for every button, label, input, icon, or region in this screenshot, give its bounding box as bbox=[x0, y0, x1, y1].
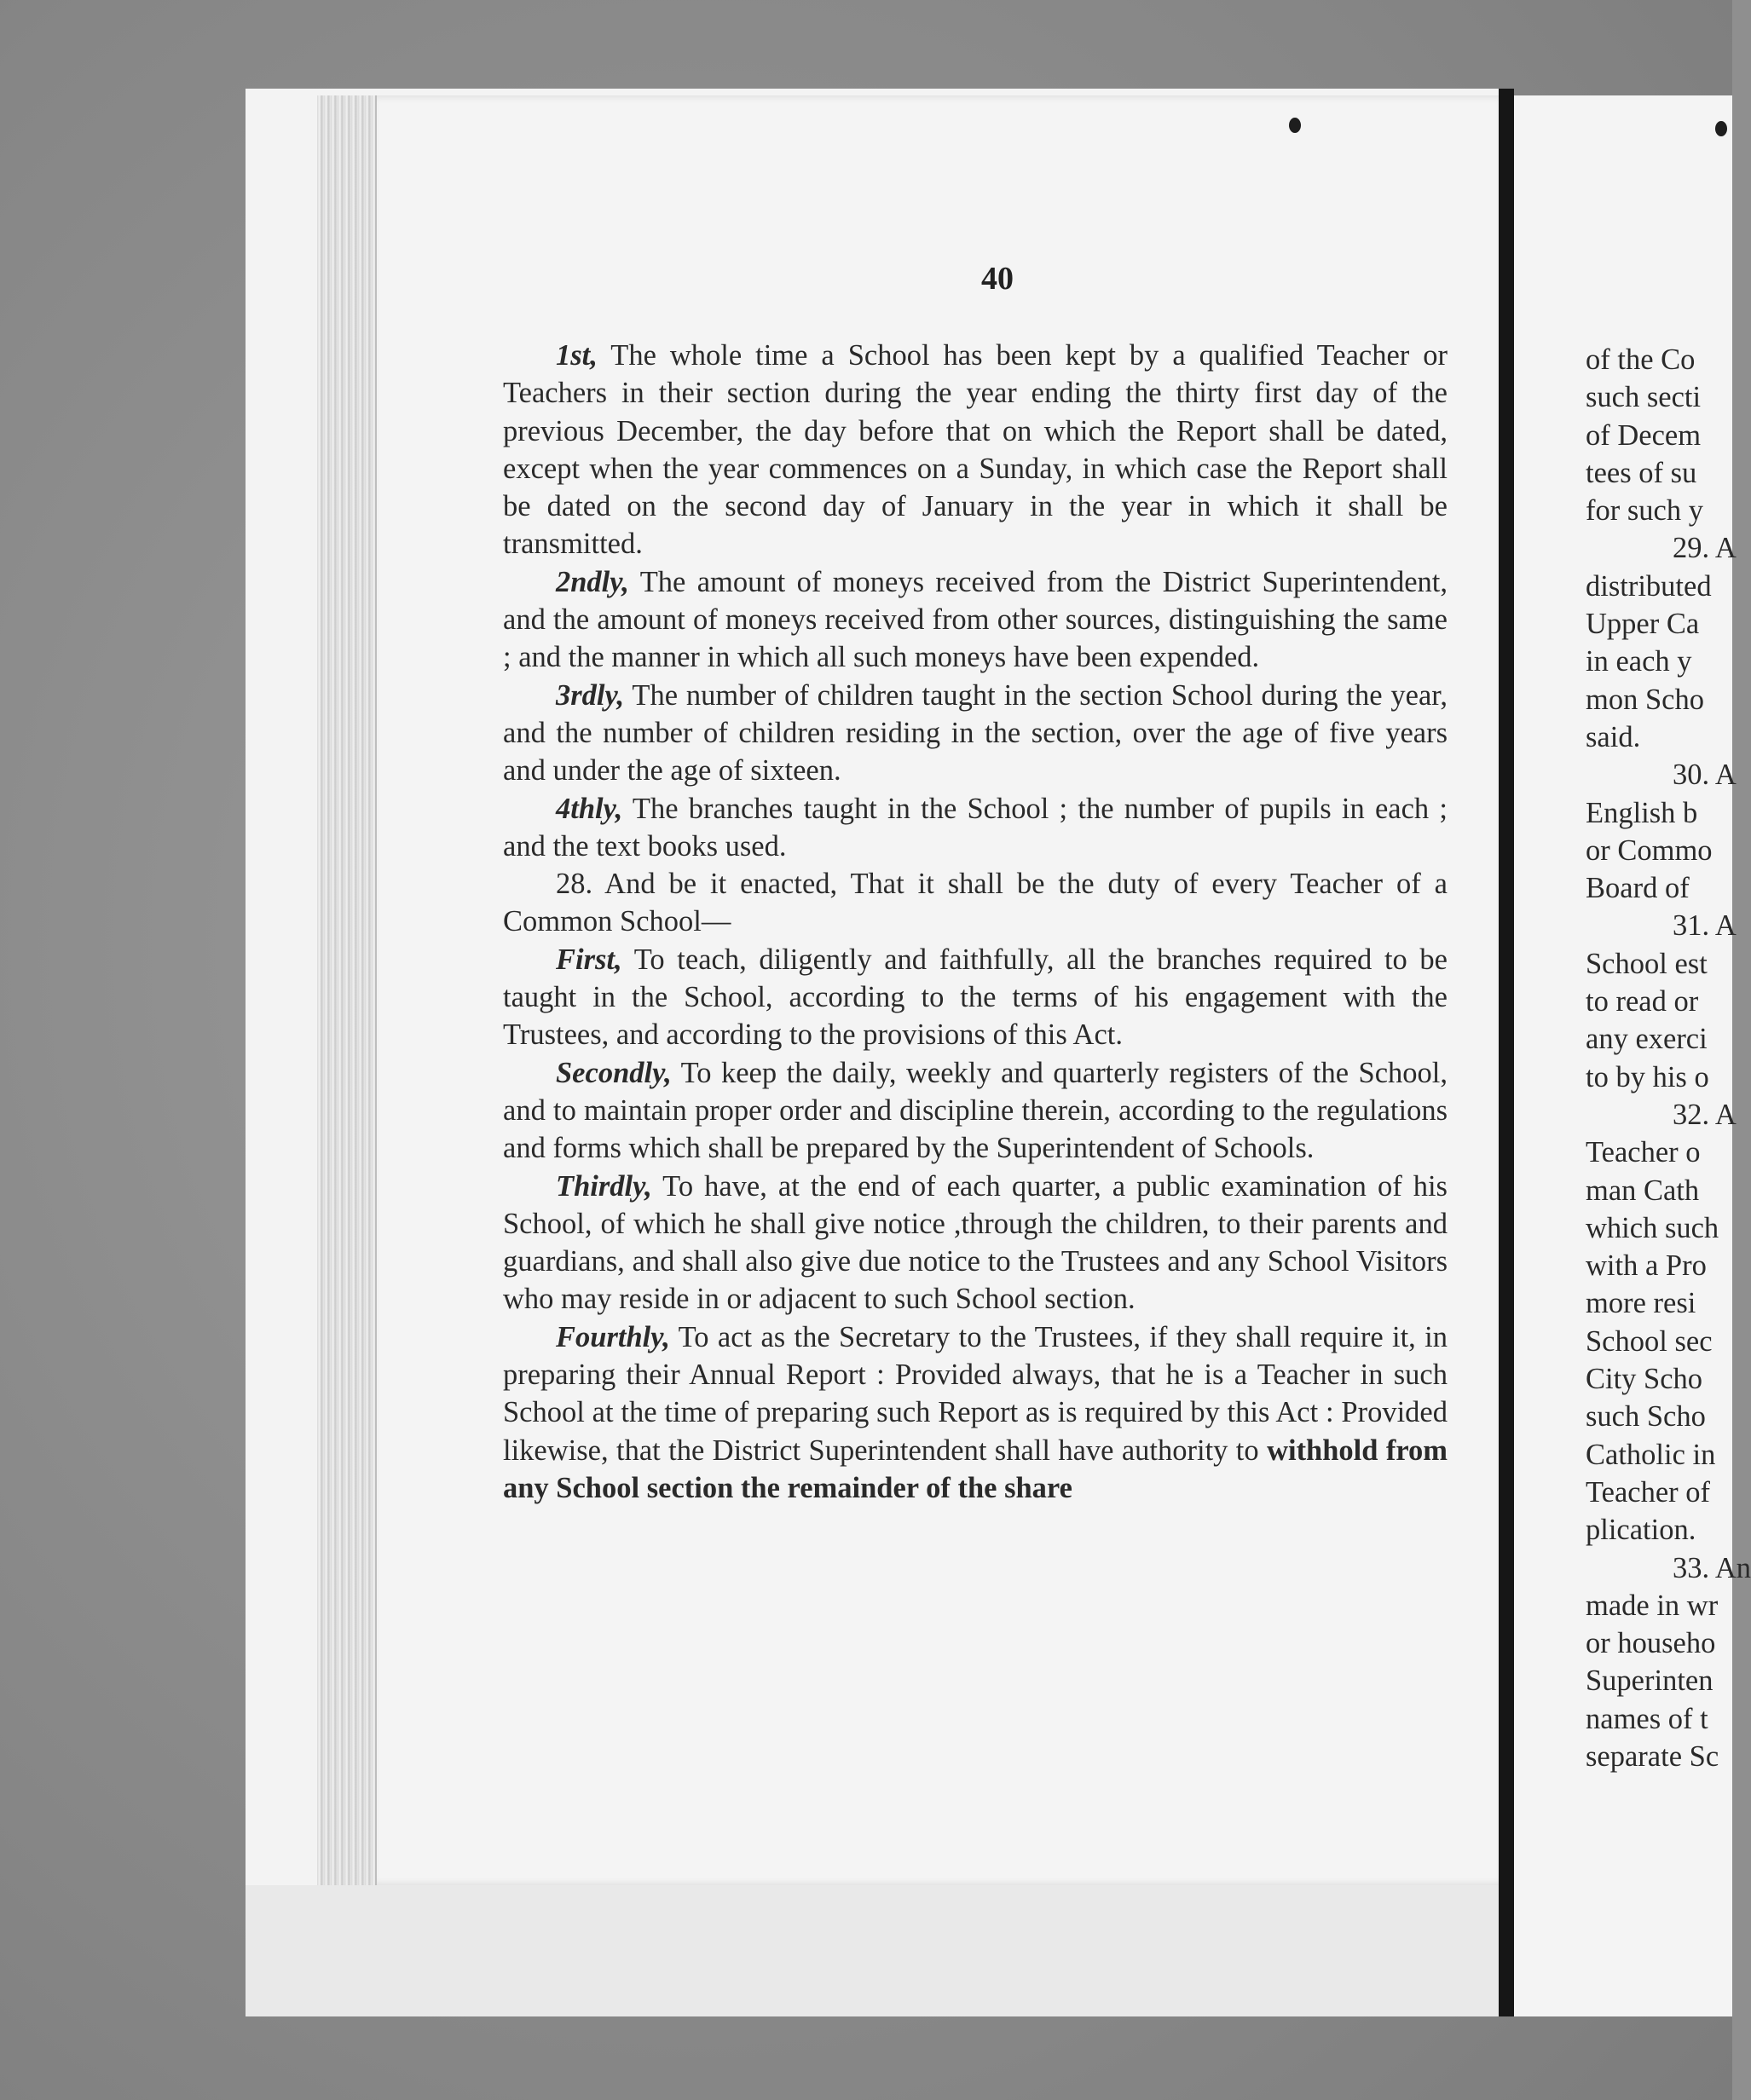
right-page-line: separate Sc bbox=[1586, 1739, 1719, 1773]
right-page-line: in each y bbox=[1586, 645, 1692, 678]
right-page-line: English b bbox=[1586, 796, 1698, 829]
ink-spot bbox=[1289, 118, 1301, 133]
clause-label: Secondly, bbox=[556, 1056, 672, 1089]
book-gutter bbox=[1499, 89, 1514, 2016]
page-body bbox=[503, 337, 1448, 1507]
right-page-line: Upper Ca bbox=[1586, 608, 1700, 641]
section-number: 28. bbox=[556, 868, 593, 901]
paragraph-text: To keep the daily, weekly and quarterly registers of the School, and to maintain proper order and discipline therein, according to the regulations and forms which shall be prepared by the Superintendent of Schools. bbox=[503, 1056, 1448, 1165]
clause-label: Fourthly, bbox=[556, 1320, 670, 1353]
right-page-text bbox=[1586, 341, 1751, 1775]
paragraph bbox=[503, 337, 1448, 563]
paragraph bbox=[503, 941, 1448, 1054]
paragraph bbox=[503, 1168, 1448, 1318]
ink-spot bbox=[1715, 121, 1727, 136]
right-page-line: 31. A bbox=[1673, 909, 1737, 943]
right-page-line: made in wr bbox=[1586, 1589, 1719, 1622]
paragraph bbox=[503, 677, 1448, 790]
right-page-line: or Commo bbox=[1586, 834, 1713, 867]
paragraph-text: The amount of moneys received from the District Superintendent, and the amount of moneys received from other sources, distinguishing the same ; and the manner in which all such moneys have been expended. bbox=[503, 565, 1448, 674]
right-page-line: distributed bbox=[1586, 569, 1712, 603]
right-page-line: Teacher of bbox=[1586, 1475, 1711, 1509]
right-page-line: City Scho bbox=[1586, 1363, 1703, 1396]
clause-label: First, bbox=[556, 943, 622, 976]
paragraph-text: To act as the Secretary to the Trustees, if they shall require it, in preparing their Annual Report : Provided always, that he is a Teacher in such School at the time of preparing such Report as is required by this Act : Provided likewise, that the District Superintendent shall have authority to bbox=[503, 1320, 1448, 1467]
right-page-line: 30. A bbox=[1673, 759, 1737, 792]
right-page-line: mon Scho bbox=[1586, 683, 1704, 716]
right-page-line: 32. A bbox=[1673, 1098, 1737, 1131]
clause-label: Thirdly, bbox=[556, 1169, 652, 1203]
paragraph-text: The branches taught in the School ; the number of pupils in each ; and the text books used. bbox=[503, 792, 1448, 862]
right-page-line: to by his o bbox=[1586, 1060, 1709, 1093]
right-page-line: such Scho bbox=[1586, 1400, 1706, 1434]
paragraph-text: To have, at the end of each quarter, a public examination of his School, of which he shall give notice ,through the children, to their parents and guardians, and shall also give due notice to the Trustees and any School Visitors who may reside in or adjacent to such School section. bbox=[503, 1169, 1448, 1316]
clause-label: 4thly, bbox=[556, 792, 623, 825]
right-page-line: Board of bbox=[1586, 872, 1690, 905]
right-page-line: plication. bbox=[1586, 1514, 1696, 1547]
clause-label: 3rdly, bbox=[556, 678, 625, 712]
paragraph-text: To teach, diligently and faithfully, all the branches required to be taught in the School, according to the terms of his engagement with the Trustees, and according to the provisions of this Act. bbox=[503, 943, 1448, 1052]
right-page-line: more resi bbox=[1586, 1287, 1696, 1320]
right-page-line: which such bbox=[1586, 1211, 1719, 1244]
right-page-line: Superinten bbox=[1586, 1664, 1713, 1698]
right-page-line: said. bbox=[1586, 720, 1641, 753]
right-page-line: such secti bbox=[1586, 381, 1702, 414]
right-page-line: for such y bbox=[1586, 494, 1703, 528]
right-page-line: Catholic in bbox=[1586, 1438, 1716, 1471]
right-page-line: School est bbox=[1586, 947, 1708, 980]
paragraph-text: The whole time a School has been kept by a qualified Teacher or Teachers in their section during the year ending the thirty first day of the previous December, the day before that on which the Report shall be dated, except when the year commences on a Sunday, in which case the Report shall be dated on the second day of January in the year in which it shall be transmitted. bbox=[503, 339, 1448, 561]
right-page-line: tees of su bbox=[1586, 456, 1697, 489]
right-page-line: of Decem bbox=[1586, 418, 1702, 452]
right-page-line: 33. An bbox=[1673, 1551, 1751, 1584]
paragraph bbox=[503, 790, 1448, 866]
paragraph bbox=[503, 1054, 1448, 1168]
right-page-line: of the Co bbox=[1586, 343, 1696, 376]
right-page-line: names of t bbox=[1586, 1702, 1708, 1735]
clause-label: 2ndly, bbox=[556, 565, 629, 598]
section-paragraph bbox=[503, 865, 1448, 941]
right-page-line: Teacher o bbox=[1586, 1136, 1701, 1169]
paragraph-text: The number of children taught in the section School during the year, and the number of children residing in the section, over the age of five years and under the age of sixteen. bbox=[503, 678, 1448, 788]
page-number: 40 bbox=[981, 261, 1014, 297]
right-page-line: to read or bbox=[1586, 985, 1699, 1018]
last-line: withhold from any School section the remainder of the share bbox=[503, 1434, 1448, 1504]
cover-bottom-edge bbox=[246, 1885, 1499, 2016]
page-edges bbox=[317, 95, 377, 1885]
right-page-line: man Cath bbox=[1586, 1174, 1700, 1207]
right-page-line: 29. A bbox=[1673, 532, 1737, 565]
paragraph bbox=[503, 563, 1448, 677]
right-page-line: or househo bbox=[1586, 1627, 1716, 1660]
paragraph-text: And be it enacted, That it shall be the duty of every Teacher of a Common School— bbox=[503, 868, 1448, 938]
right-page-line: School sec bbox=[1586, 1324, 1713, 1358]
right-page-line: any exerci bbox=[1586, 1023, 1708, 1056]
clause-label: 1st, bbox=[556, 339, 598, 372]
right-page-line: with a Pro bbox=[1586, 1249, 1707, 1283]
paragraph bbox=[503, 1318, 1448, 1507]
